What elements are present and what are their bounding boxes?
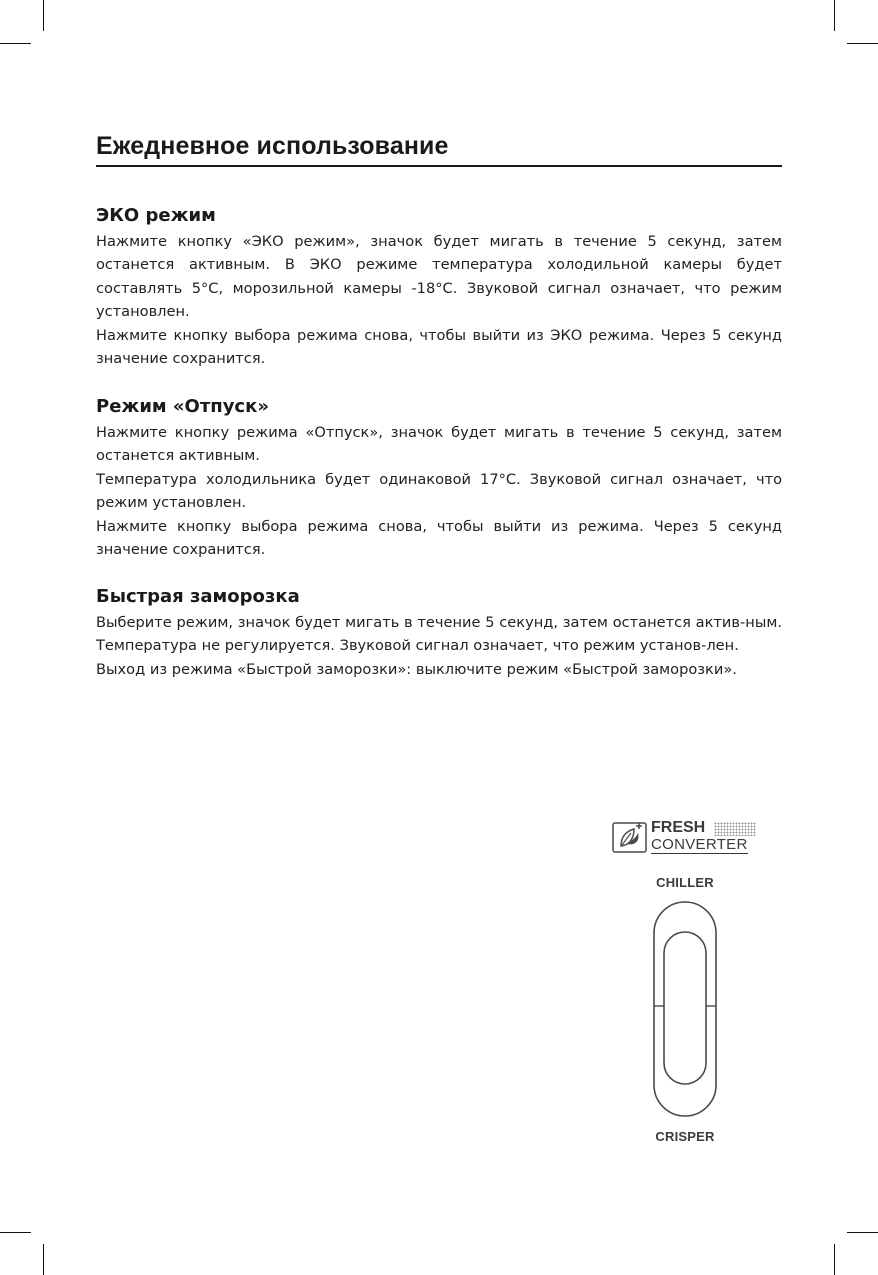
leaf-plus-icon	[612, 820, 648, 859]
paragraph: Температура холодильника будет одинаковой 17°С. Звуковой сигнал означает, что режим установлен.	[96, 470, 782, 512]
crop-mark	[43, 0, 44, 31]
converter-label: CONVERTER	[651, 836, 748, 853]
section-quick-freeze	[96, 585, 782, 681]
dot-pattern	[714, 822, 756, 836]
paragraph: Нажмите кнопку выбора режима снова, чтобы выйти из режима. Через 5 секунд значение сохранится.	[96, 517, 782, 559]
section-heading: Режим «Отпуск»	[96, 396, 269, 417]
paragraph: Выберите режим, значок будет мигать в течение 5 секунд, затем останется актив-ным. Температура не регулируется. Звуковой сигнал означает, что режим установ-лен.	[96, 614, 782, 655]
crop-mark	[43, 1244, 44, 1275]
fresh-label: FRESH	[651, 819, 706, 836]
crop-mark	[0, 1232, 31, 1233]
section-heading: Быстрая заморозка	[96, 586, 300, 607]
title-divider	[96, 165, 782, 167]
paragraph: Нажмите кнопку режима «Отпуск», значок будет мигать в течение 5 секунд, затем останется активным.	[96, 424, 782, 465]
crop-mark	[834, 1244, 835, 1275]
slider-switch-icon	[650, 900, 720, 1125]
crop-mark	[834, 0, 835, 31]
chiller-label: CHILLER	[656, 875, 714, 890]
paragraph: Нажмите кнопку «ЭКО режим», значок будет мигать в течение 5 секунд, затем останется активным. В ЭКО режиме температура холодильной камеры будет составлять 5°С, морозильной камеры -18°С. Звуковой сигнал означает, что режим установлен.	[96, 233, 782, 321]
page-title: Ежедневное использование	[96, 132, 449, 160]
section-heading: ЭКО режим	[96, 205, 216, 226]
section-vacation-mode	[96, 395, 782, 561]
crop-mark	[0, 43, 31, 44]
paragraph: Выход из режима «Быстрой заморозки»: выключите режим «Быстрой заморозки».	[96, 660, 737, 678]
crop-mark	[847, 1232, 878, 1233]
section-eco-mode	[96, 204, 782, 370]
paragraph: Нажмите кнопку выбора режима снова, чтобы выйти из ЭКО режима. Через 5 секунд значение сохранится.	[96, 326, 782, 368]
crop-mark	[847, 43, 878, 44]
crisper-label: CRISPER	[655, 1129, 715, 1144]
